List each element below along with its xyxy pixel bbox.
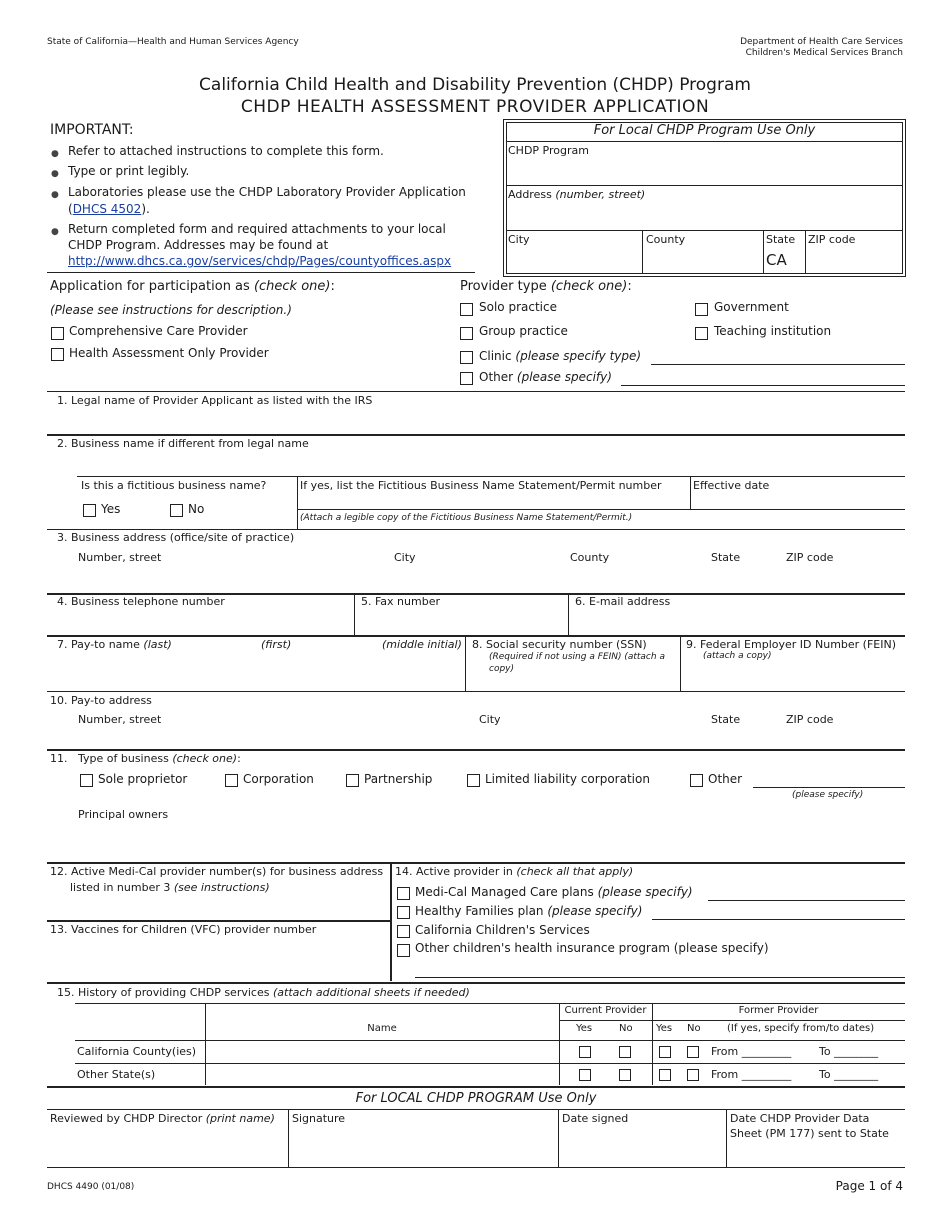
partnership-checkbox[interactable] <box>346 774 359 787</box>
teaching-institution-label: Teaching institution <box>714 324 832 338</box>
attach-permit-note: (Attach a legible copy of the Fictitious Business Name Statement/Permit.) <box>300 513 633 523</box>
sole-proprietor-checkbox[interactable] <box>80 774 93 787</box>
fictitious-no-label: No <box>188 502 205 516</box>
local-state-label: State <box>766 233 796 246</box>
fictitious-yes-checkbox[interactable] <box>83 504 96 517</box>
other-insurance-label: Other children's health insurance program (please specify) <box>415 941 769 955</box>
pay-to-middle-label: (middle initial) <box>382 638 462 651</box>
effective-date-field[interactable]: Effective date <box>693 479 770 492</box>
business-phone-field[interactable]: 4. Business telephone number <box>57 595 225 608</box>
director-signature-field[interactable]: Signature <box>292 1112 346 1125</box>
os-from-date-field[interactable]: From _________ <box>711 1068 792 1081</box>
current-yes-header: Yes <box>576 1023 593 1034</box>
current-no-header: No <box>619 1023 633 1034</box>
former-provider-header: Former Provider <box>738 1005 819 1016</box>
pay-to-city-field[interactable]: City <box>479 713 501 726</box>
california-counties-name-field[interactable] <box>207 1041 557 1062</box>
application-note: (Please see instructions for description.) <box>50 303 292 317</box>
local-use-title: For Local CHDP Program Use Only <box>593 123 816 138</box>
clinic-specify-line[interactable] <box>651 364 905 365</box>
form-title: California Child Health and Disability Prevention (CHDP) Program <box>199 75 751 95</box>
ca-current-yes-checkbox[interactable] <box>579 1046 591 1058</box>
solo-practice-label: Solo practice <box>479 300 557 314</box>
permit-number-field[interactable]: If yes, list the Fictitious Business Name Statement/Permit number <box>300 479 662 492</box>
other-insurance-checkbox[interactable] <box>397 944 410 957</box>
bullet-icon: ● <box>51 149 59 159</box>
healthy-families-checkbox[interactable] <box>397 906 410 919</box>
comprehensive-care-checkbox[interactable] <box>51 327 64 340</box>
pay-to-address-label: 10. Pay-to address <box>50 694 152 707</box>
bullet-icon: ● <box>51 169 59 179</box>
ca-former-yes-checkbox[interactable] <box>659 1046 671 1058</box>
bullet-icon: ● <box>51 190 59 200</box>
county-offices-link[interactable]: http://www.dhcs.ca.gov/services/chdp/Pages/countyoffices.aspx <box>68 254 452 268</box>
form-subtitle: CHDP HEALTH ASSESSMENT PROVIDER APPLICATION <box>240 97 710 117</box>
ccs-checkbox[interactable] <box>397 925 410 938</box>
clinic-checkbox[interactable] <box>460 351 473 364</box>
pay-to-name-field[interactable]: 7. Pay-to name (last) <box>57 638 172 651</box>
date-signed-field[interactable]: Date signed <box>562 1112 629 1125</box>
page-number: Page 1 of 4 <box>835 1179 903 1193</box>
instruction-3-ref: (DHCS 4502). <box>68 202 150 216</box>
ssn-field[interactable]: 8. Social security number (SSN) <box>472 638 647 651</box>
principal-owners-field[interactable]: Principal owners <box>78 808 169 821</box>
comprehensive-care-label: Comprehensive Care Provider <box>69 324 248 338</box>
current-provider-header: Current Provider <box>564 1005 647 1016</box>
government-label: Government <box>714 300 789 314</box>
business-name-field[interactable]: 2. Business name if different from legal name <box>57 437 309 450</box>
partnership-label: Partnership <box>364 772 433 786</box>
healthy-families-label: Healthy Families plan (please specify) <box>415 904 643 918</box>
other-business-type-checkbox[interactable] <box>690 774 703 787</box>
other-business-specify-line[interactable] <box>753 787 905 788</box>
local-address-field[interactable]: Address (number, street) <box>508 188 646 201</box>
ca-former-no-checkbox[interactable] <box>687 1046 699 1058</box>
vfc-number-field[interactable]: 13. Vaccines for Children (VFC) provider number <box>50 923 317 936</box>
bullet-icon: ● <box>51 227 59 237</box>
other-insurance-specify-line[interactable] <box>415 977 905 978</box>
dhcs-4502-link[interactable]: DHCS 4502 <box>72 202 142 216</box>
health-assessment-only-label: Health Assessment Only Provider <box>69 346 269 360</box>
data-sheet-sent-line2: Sheet (PM 177) sent to State <box>730 1127 889 1140</box>
agency-name: State of California—Health and Human Services Agency <box>47 37 299 47</box>
fax-number-field[interactable]: 5. Fax number <box>361 595 440 608</box>
instruction-4b: CHDP Program. Addresses may be found at <box>68 238 329 252</box>
fein-note: (attach a copy) <box>703 651 772 661</box>
medi-cal-managed-care-label: Medi-Cal Managed Care plans (please specify) <box>415 885 693 899</box>
business-county-field[interactable]: County <box>570 551 610 564</box>
corporation-label: Corporation <box>243 772 314 786</box>
other-states-label: Other State(s) <box>77 1068 156 1081</box>
legal-name-field[interactable]: 1. Legal name of Provider Applicant as listed with the IRS <box>57 394 373 407</box>
form-id: DHCS 4490 (01/08) <box>47 1182 135 1192</box>
corporation-checkbox[interactable] <box>225 774 238 787</box>
clinic-label: Clinic (please specify type) <box>479 349 642 363</box>
other-provider-checkbox[interactable] <box>460 372 473 385</box>
solo-practice-checkbox[interactable] <box>460 303 473 316</box>
provider-type-label: Provider type (check one): <box>460 279 632 294</box>
history-label: 15. History of providing CHDP services (attach additional sheets if needed) <box>57 986 470 999</box>
data-sheet-sent-field[interactable]: Date CHDP Provider Data <box>730 1112 870 1125</box>
ccs-label: California Children's Services <box>415 923 590 937</box>
former-yes-header: Yes <box>656 1023 673 1034</box>
business-address-label: 3. Business address (office/site of practice) <box>57 531 295 544</box>
os-current-no-checkbox[interactable] <box>619 1069 631 1081</box>
other-specify-line[interactable] <box>621 385 905 386</box>
pay-to-state-field[interactable]: State <box>711 713 741 726</box>
instruction-3: Laboratories please use the CHDP Laboratory Provider Application <box>68 185 466 199</box>
instruction-1: Refer to attached instructions to complete this form. <box>68 144 384 158</box>
other-provider-label: Other (please specify) <box>479 370 612 384</box>
important-heading: IMPORTANT: <box>50 122 134 138</box>
business-state-field[interactable]: State <box>711 551 741 564</box>
os-former-yes-checkbox[interactable] <box>659 1069 671 1081</box>
business-type-number: 11. <box>50 752 68 765</box>
healthy-families-specify-line[interactable] <box>652 919 905 920</box>
local-county-field[interactable]: County <box>646 233 686 246</box>
instruction-2: Type or print legibly. <box>68 164 190 178</box>
fictitious-yes-label: Yes <box>101 502 121 516</box>
department-line-1: Department of Health Care Services <box>740 37 903 47</box>
medi-cal-managed-care-checkbox[interactable] <box>397 887 410 900</box>
other-states-name-field[interactable] <box>207 1064 557 1085</box>
business-city-field[interactable]: City <box>394 551 416 564</box>
llc-checkbox[interactable] <box>467 774 480 787</box>
chdp-program-field[interactable]: CHDP Program <box>508 144 589 157</box>
ca-from-date-field[interactable]: From _________ <box>711 1045 792 1058</box>
department-line-2: Children's Medical Services Branch <box>745 48 903 58</box>
group-practice-label: Group practice <box>479 324 568 338</box>
os-to-date-field[interactable]: To ________ <box>819 1068 879 1081</box>
group-practice-checkbox[interactable] <box>460 327 473 340</box>
fein-field[interactable]: 9. Federal Employer ID Number (FEIN) <box>686 638 897 651</box>
former-dates-header: (If yes, specify from/to dates) <box>727 1023 875 1034</box>
llc-label: Limited liability corporation <box>485 772 650 786</box>
business-zip-field[interactable]: ZIP code <box>786 551 834 564</box>
medi-cal-specify-line[interactable] <box>708 900 905 901</box>
instruction-4a: Return completed form and required attachments to your local <box>68 222 446 236</box>
local-city-field[interactable]: City <box>508 233 530 246</box>
application-label: Application for participation as (check one): <box>50 279 335 294</box>
other-business-specify-hint: (please specify) <box>792 790 864 800</box>
reviewed-by-field[interactable]: Reviewed by CHDP Director (print name) <box>50 1112 275 1125</box>
email-address-field[interactable]: 6. E-mail address <box>575 595 671 608</box>
fictitious-no-checkbox[interactable] <box>170 504 183 517</box>
local-state-value: CA <box>766 251 787 269</box>
business-type-label: Type of business (check one): <box>78 752 241 765</box>
business-street-field[interactable]: Number, street <box>78 551 162 564</box>
active-provider-label: 14. Active provider in (check all that apply) <box>395 865 634 878</box>
health-assessment-only-checkbox[interactable] <box>51 348 64 361</box>
sole-proprietor-label: Sole proprietor <box>98 772 188 786</box>
os-current-yes-checkbox[interactable] <box>579 1069 591 1081</box>
os-former-no-checkbox[interactable] <box>687 1069 699 1081</box>
pay-to-zip-field[interactable]: ZIP code <box>786 713 834 726</box>
government-checkbox[interactable] <box>695 303 708 316</box>
ca-to-date-field[interactable]: To ________ <box>819 1045 879 1058</box>
ca-current-no-checkbox[interactable] <box>619 1046 631 1058</box>
teaching-institution-checkbox[interactable] <box>695 327 708 340</box>
medi-cal-number-field[interactable]: 12. Active Medi-Cal provider number(s) for business address <box>50 865 384 878</box>
other-business-type-label: Other <box>708 772 743 786</box>
fictitious-question: Is this a fictitious business name? <box>81 479 267 492</box>
medi-cal-number-field-line2: listed in number 3 (see instructions) <box>70 881 270 894</box>
ssn-note: (Required if not using a FEIN) (attach a copy) <box>489 652 665 674</box>
former-no-header: No <box>687 1023 701 1034</box>
pay-to-first-label: (first) <box>261 638 292 651</box>
name-column-header: Name <box>367 1023 397 1034</box>
california-counties-label: California County(ies) <box>77 1045 197 1058</box>
pay-to-street-field[interactable]: Number, street <box>78 713 162 726</box>
local-use-footer-title: For LOCAL CHDP PROGRAM Use Only <box>355 1091 597 1106</box>
local-zip-field[interactable]: ZIP code <box>808 233 856 246</box>
